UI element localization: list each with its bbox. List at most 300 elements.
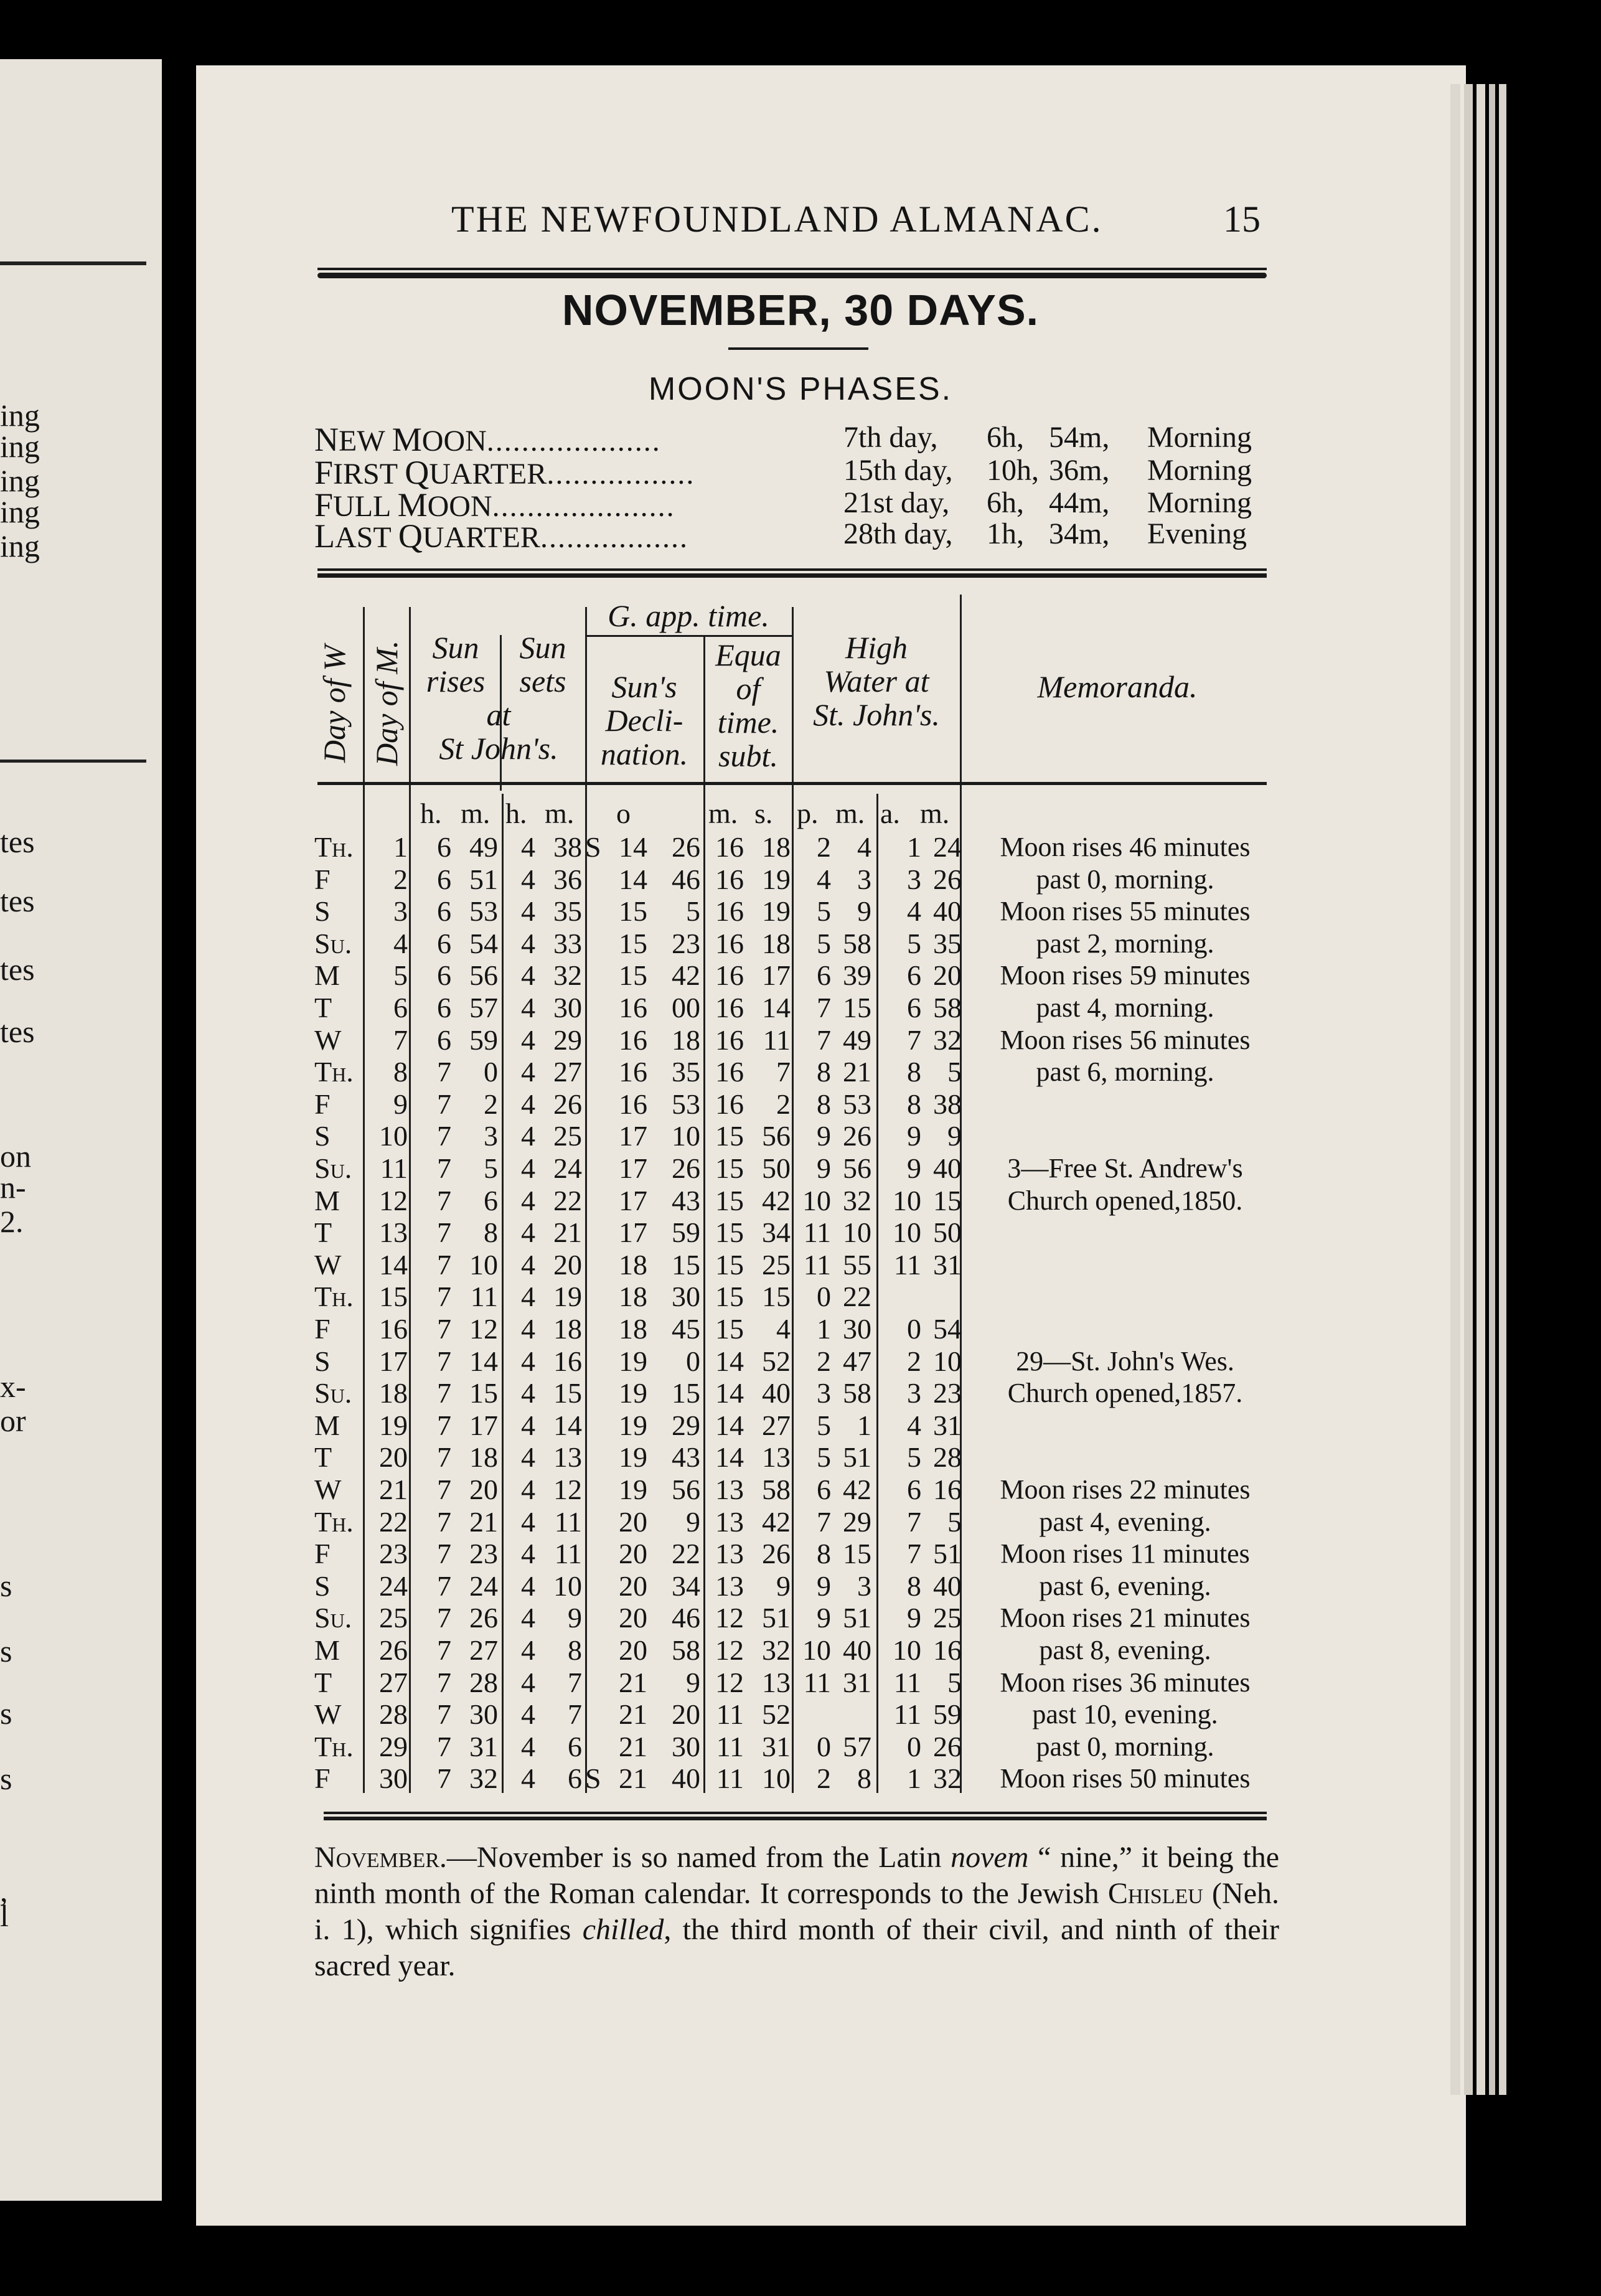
moon-phase-row <box>314 420 1273 458</box>
equation-of-time-header: Equa of time. subt. <box>715 638 781 773</box>
equation-minutes: 16 <box>715 895 744 928</box>
left-page-fragment: tes <box>0 883 35 918</box>
high-water-pm-hour: 3 <box>817 1377 831 1409</box>
high-water-am-minute: 10 <box>933 1345 962 1377</box>
sun-set-hour: 4 <box>521 1441 535 1474</box>
declination-degrees: 15 <box>619 895 647 928</box>
day-of-month: 20 <box>379 1441 408 1474</box>
declination-degrees: 19 <box>619 1441 647 1474</box>
equation-seconds: 11 <box>763 1023 791 1056</box>
declination-minutes: 30 <box>672 1730 700 1762</box>
table-row <box>0 1024 1601 1056</box>
high-water-pm-minute: 1 <box>857 1409 871 1441</box>
sun-set-minute: 38 <box>553 831 582 863</box>
high-water-am-hour: 2 <box>907 1345 921 1377</box>
declination-degrees: 21 <box>619 1730 647 1762</box>
sun-set-minute: 24 <box>553 1152 582 1184</box>
equation-seconds: 18 <box>762 927 791 959</box>
left-page-fragment: ing <box>0 398 40 433</box>
day-of-month: 21 <box>379 1474 408 1505</box>
phase-time-of-day: Morning <box>1147 421 1252 454</box>
day-of-month: 27 <box>379 1666 408 1698</box>
day-of-month: 15 <box>379 1281 408 1313</box>
left-page-fragment: 2. <box>0 1204 24 1239</box>
table-row <box>0 1313 1601 1345</box>
memoranda-text: past 4, morning. <box>1036 992 1214 1023</box>
sun-set-hour: 4 <box>521 1248 535 1281</box>
high-water-am-hour: 7 <box>907 1538 921 1570</box>
equation-seconds: 34 <box>762 1216 791 1249</box>
sun-rise-hour: 7 <box>437 1762 451 1795</box>
declination-minutes: 59 <box>672 1216 700 1249</box>
left-page-fragment: ing <box>0 494 40 529</box>
high-water-pm-minute: 29 <box>843 1505 871 1538</box>
high-water-am-minute: 24 <box>933 831 962 863</box>
high-water-am-minute: 5 <box>947 1056 962 1088</box>
high-water-pm-hour: 11 <box>803 1666 831 1698</box>
declination-degrees: 19 <box>619 1409 647 1441</box>
equation-seconds: 19 <box>762 895 791 928</box>
high-water-am-hour: 7 <box>907 1023 921 1056</box>
sun-rise-minute: 31 <box>469 1730 498 1762</box>
sun-rise-minute: 32 <box>469 1762 498 1795</box>
high-water-pm-minute: 21 <box>843 1056 871 1088</box>
table-row <box>0 1281 1601 1313</box>
high-water-pm-minute: 56 <box>843 1152 871 1184</box>
equation-minutes: 12 <box>715 1602 744 1634</box>
sun-set-hour: 4 <box>521 959 535 992</box>
equation-seconds: 42 <box>762 1505 791 1538</box>
unit-label: m. <box>461 797 491 829</box>
high-water-am-minute: 54 <box>933 1313 962 1345</box>
memoranda-text: past 10, evening. <box>1032 1699 1218 1730</box>
day-of-week: S <box>314 895 331 928</box>
page-number: 15 <box>1223 199 1261 240</box>
day-of-week: Th. <box>314 1056 354 1088</box>
equation-minutes: 11 <box>716 1762 744 1795</box>
equation-minutes: 16 <box>715 959 744 992</box>
sun-set-minute: 33 <box>553 927 582 959</box>
phase-minute: 34m, <box>1049 517 1110 550</box>
high-water-pm-minute: 3 <box>857 1569 871 1602</box>
declination-minutes: 26 <box>672 1152 700 1184</box>
high-water-pm-hour: 2 <box>817 831 831 863</box>
sun-set-hour: 4 <box>521 927 535 959</box>
unit-label: o <box>616 797 631 829</box>
table-row <box>0 928 1601 960</box>
declination-minutes: 23 <box>672 927 700 959</box>
sun-rise-hour: 7 <box>437 1409 451 1441</box>
declination-minutes: 0 <box>686 1345 700 1377</box>
table-row <box>0 895 1601 928</box>
high-water-pm-hour: 5 <box>817 1441 831 1474</box>
title-underline <box>728 347 868 350</box>
declination-degrees: 20 <box>619 1505 647 1538</box>
declination-minutes: 43 <box>672 1184 700 1216</box>
high-water-pm-hour: 11 <box>803 1248 831 1281</box>
equation-seconds: 10 <box>762 1762 791 1795</box>
day-of-month: 10 <box>379 1120 408 1152</box>
left-page-fragment: ing <box>0 429 40 464</box>
day-of-week: M <box>314 1184 340 1216</box>
day-of-month: 26 <box>379 1634 408 1666</box>
day-of-month: 23 <box>379 1538 408 1570</box>
left-page-fragment: ing <box>0 463 40 498</box>
high-water-am-hour: 11 <box>893 1698 921 1731</box>
declination-minutes: 9 <box>686 1666 700 1698</box>
day-of-month: 29 <box>379 1730 408 1762</box>
memoranda-text: past 6, morning. <box>1036 1056 1214 1088</box>
day-of-month: 6 <box>393 992 408 1023</box>
declination-minutes: 10 <box>672 1120 700 1152</box>
memoranda-text: Moon rises 11 minutes <box>1000 1538 1250 1569</box>
table-row <box>0 1216 1601 1249</box>
header-rule-thick <box>317 273 1267 278</box>
declination-minutes: 22 <box>672 1538 700 1570</box>
declination-minutes: 9 <box>686 1505 700 1538</box>
sun-set-hour: 4 <box>521 1120 535 1152</box>
sun-set-minute: 25 <box>553 1120 582 1152</box>
day-of-month: 2 <box>393 863 408 895</box>
high-water-am-minute: 31 <box>933 1409 962 1441</box>
day-of-month: 28 <box>379 1698 408 1731</box>
sun-set-hour: 4 <box>521 1088 535 1120</box>
sun-set-hour: 4 <box>521 1152 535 1184</box>
day-of-week-header: Day of W <box>317 645 352 763</box>
equation-seconds: 58 <box>762 1474 791 1505</box>
day-of-week: M <box>314 1634 340 1666</box>
equation-seconds: 2 <box>776 1088 791 1120</box>
table-row <box>0 1249 1601 1281</box>
high-water-am-minute: 16 <box>933 1634 962 1666</box>
high-water-pm-minute: 55 <box>843 1248 871 1281</box>
high-water-am-hour: 6 <box>907 1474 921 1505</box>
day-of-month: 25 <box>379 1602 408 1634</box>
memoranda-text: 29—St. John's Wes. <box>1016 1345 1234 1376</box>
high-water-pm-minute: 22 <box>843 1281 871 1313</box>
memoranda-text: Moon rises 46 minutes <box>1000 832 1251 862</box>
phase-name: FULL MOON..................... <box>314 486 675 524</box>
sun-rise-minute: 20 <box>469 1474 498 1505</box>
sun-rise-minute: 53 <box>469 895 498 928</box>
high-water-pm-minute: 32 <box>843 1184 871 1216</box>
sun-set-hour: 4 <box>521 1698 535 1731</box>
declination-degrees: 16 <box>619 1023 647 1056</box>
sun-set-minute: 7 <box>568 1698 582 1731</box>
memoranda-text: past 4, evening. <box>1039 1506 1211 1537</box>
equation-minutes: 15 <box>715 1120 744 1152</box>
high-water-am-hour: 8 <box>907 1088 921 1120</box>
phase-day: 15th day, <box>843 454 953 487</box>
equation-seconds: 40 <box>762 1377 791 1409</box>
day-of-week: Th. <box>314 1505 354 1538</box>
memoranda-text: past 0, morning. <box>1036 863 1214 895</box>
left-page-rule <box>0 760 146 763</box>
high-water-am-minute: 5 <box>947 1666 962 1698</box>
sun-set-minute: 6 <box>568 1730 582 1762</box>
unit-label: p. <box>797 797 819 829</box>
left-page-fragment: s <box>0 1634 12 1668</box>
table-row <box>0 1698 1601 1731</box>
day-of-week: W <box>314 1023 342 1056</box>
day-of-week: F <box>314 1762 331 1795</box>
high-water-pm-minute: 47 <box>843 1345 871 1377</box>
phase-hour: 6h, <box>987 421 1024 454</box>
memoranda-text: Church opened,1857. <box>1007 1378 1243 1409</box>
declination-degrees: 21 <box>619 1698 647 1731</box>
day-of-month: 1 <box>393 831 408 863</box>
day-of-week: F <box>314 1538 331 1570</box>
sun-rise-hour: 7 <box>437 1377 451 1409</box>
day-of-week: F <box>314 1088 331 1120</box>
table-row <box>0 1120 1601 1152</box>
declination-degrees: 14 <box>619 831 647 863</box>
day-of-month: 16 <box>379 1313 408 1345</box>
sun-rise-hour: 7 <box>437 1666 451 1698</box>
sun-rise-minute: 12 <box>469 1313 498 1345</box>
equation-minutes: 15 <box>715 1152 744 1184</box>
phase-hour: 10h, <box>987 454 1039 487</box>
sun-rise-hour: 7 <box>437 1088 451 1120</box>
high-water-pm-hour: 7 <box>817 1505 831 1538</box>
high-water-pm-hour: 10 <box>802 1634 831 1666</box>
phase-name: FIRST QUARTER................. <box>314 454 695 491</box>
equation-minutes: 15 <box>715 1216 744 1249</box>
high-water-pm-hour: 0 <box>817 1281 831 1313</box>
declination-degrees: 14 <box>619 863 647 895</box>
high-water-pm-hour: 9 <box>817 1152 831 1184</box>
table-row <box>0 1506 1601 1538</box>
high-water-am-hour: 11 <box>893 1666 921 1698</box>
day-of-month: 12 <box>379 1184 408 1216</box>
memoranda-text: Moon rises 50 minutes <box>1000 1763 1251 1794</box>
equation-minutes: 11 <box>716 1730 744 1762</box>
sun-rise-minute: 6 <box>484 1184 498 1216</box>
high-water-pm-hour: 0 <box>817 1730 831 1762</box>
moon-phase-row <box>314 486 1273 524</box>
sun-rise-hour: 7 <box>437 1505 451 1538</box>
sun-rise-hour: 7 <box>437 1281 451 1313</box>
high-water-am-hour: 5 <box>907 927 921 959</box>
table-bottom-rule <box>324 1812 1267 1814</box>
equation-minutes: 16 <box>715 863 744 895</box>
equation-seconds: 52 <box>762 1345 791 1377</box>
declination-degrees: 20 <box>619 1569 647 1602</box>
day-of-month: 24 <box>379 1569 408 1602</box>
unit-label: a. <box>880 797 900 829</box>
declination-minutes: 46 <box>672 863 700 895</box>
sun-rise-minute: 17 <box>469 1409 498 1441</box>
moon-phase-row <box>314 517 1273 555</box>
table-row <box>0 1441 1601 1474</box>
high-water-pm-hour: 9 <box>817 1602 831 1634</box>
equation-seconds: 7 <box>776 1056 791 1088</box>
table-row <box>0 1152 1601 1185</box>
sun-rise-hour: 7 <box>437 1538 451 1570</box>
declination-sign: S <box>585 1762 601 1795</box>
high-water-header: High Water at St. John's. <box>813 630 940 732</box>
declination-minutes: 58 <box>672 1634 700 1666</box>
high-water-pm-hour: 10 <box>802 1184 831 1216</box>
equation-minutes: 16 <box>715 1088 744 1120</box>
day-of-month: 9 <box>393 1088 408 1120</box>
day-of-week: W <box>314 1698 342 1731</box>
equation-seconds: 52 <box>762 1698 791 1731</box>
equation-seconds: 32 <box>762 1634 791 1666</box>
sun-set-hour: 4 <box>521 1730 535 1762</box>
sun-rise-minute: 23 <box>469 1538 498 1570</box>
equation-seconds: 26 <box>762 1538 791 1570</box>
sun-set-hour: 4 <box>521 1216 535 1249</box>
phase-name: LAST QUARTER................. <box>314 517 688 555</box>
sun-rise-hour: 7 <box>437 1602 451 1634</box>
high-water-am-minute: 15 <box>933 1184 962 1216</box>
memoranda-text: Moon rises 59 minutes <box>1000 960 1251 991</box>
high-water-am-minute: 31 <box>933 1248 962 1281</box>
high-water-am-minute: 26 <box>933 1730 962 1762</box>
high-water-am-minute: 51 <box>933 1538 962 1570</box>
high-water-am-hour: 3 <box>907 863 921 895</box>
day-of-month: 19 <box>379 1409 408 1441</box>
high-water-pm-minute: 15 <box>843 992 871 1023</box>
declination-degrees: 16 <box>619 1088 647 1120</box>
sun-set-minute: 36 <box>553 863 582 895</box>
suns-declination-header: Sun's Decli- nation. <box>600 669 688 771</box>
declination-degrees: 19 <box>619 1345 647 1377</box>
phase-day: 21st day, <box>843 486 950 519</box>
declination-minutes: 34 <box>672 1569 700 1602</box>
high-water-am-minute: 40 <box>933 1569 962 1602</box>
memoranda-header: Memoranda. <box>1037 669 1198 704</box>
high-water-am-minute: 9 <box>947 1120 962 1152</box>
high-water-pm-minute: 26 <box>843 1120 871 1152</box>
table-row <box>0 992 1601 1024</box>
high-water-am-hour: 8 <box>907 1569 921 1602</box>
high-water-am-minute: 40 <box>933 1152 962 1184</box>
sun-set-hour: 4 <box>521 1634 535 1666</box>
sun-rise-minute: 49 <box>469 831 498 863</box>
table-row <box>0 1634 1601 1667</box>
high-water-am-hour: 0 <box>907 1730 921 1762</box>
high-water-am-hour: 9 <box>907 1120 921 1152</box>
moon-phases-heading: MOON'S PHASES. <box>648 371 953 407</box>
high-water-pm-minute: 42 <box>843 1474 871 1505</box>
high-water-pm-minute: 8 <box>857 1762 871 1795</box>
sun-rise-hour: 7 <box>437 1056 451 1088</box>
table-bottom-rule-thick <box>324 1817 1267 1820</box>
declination-minutes: 42 <box>672 959 700 992</box>
high-water-pm-hour: 11 <box>803 1216 831 1249</box>
sun-rise-minute: 30 <box>469 1698 498 1731</box>
high-water-pm-hour: 8 <box>817 1088 831 1120</box>
memoranda-text: Moon rises 36 minutes <box>1000 1667 1251 1698</box>
phase-minute: 44m, <box>1049 486 1110 519</box>
sun-set-minute: 29 <box>553 1023 582 1056</box>
declination-minutes: 26 <box>672 831 700 863</box>
day-of-month: 5 <box>393 959 408 992</box>
table-row <box>0 1538 1601 1570</box>
sun-set-minute: 35 <box>553 895 582 928</box>
equation-minutes: 13 <box>715 1474 744 1505</box>
sun-rise-minute: 8 <box>484 1216 498 1249</box>
memoranda-text: past 2, morning. <box>1036 928 1214 959</box>
sun-set-minute: 21 <box>553 1216 582 1249</box>
sun-rise-minute: 59 <box>469 1023 498 1056</box>
equation-minutes: 13 <box>715 1569 744 1602</box>
sun-set-minute: 9 <box>568 1602 582 1634</box>
declination-minutes: 35 <box>672 1056 700 1088</box>
left-page-fragment: ing <box>0 529 40 563</box>
high-water-pm-minute: 15 <box>843 1538 871 1570</box>
high-water-am-minute: 26 <box>933 863 962 895</box>
equation-minutes: 14 <box>715 1409 744 1441</box>
equation-seconds: 17 <box>762 959 791 992</box>
equation-minutes: 14 <box>715 1377 744 1409</box>
equation-seconds: 4 <box>776 1313 791 1345</box>
memoranda-text: Moon rises 56 minutes <box>1000 1024 1251 1055</box>
phase-time-of-day: Morning <box>1147 454 1252 487</box>
equation-seconds: 31 <box>762 1730 791 1762</box>
day-of-week: S <box>314 1345 331 1377</box>
declination-minutes: 45 <box>672 1313 700 1345</box>
equation-seconds: 19 <box>762 863 791 895</box>
sun-rise-hour: 7 <box>437 1441 451 1474</box>
sun-set-minute: 10 <box>553 1569 582 1602</box>
high-water-am-minute: 28 <box>933 1441 962 1474</box>
declination-minutes: 15 <box>672 1248 700 1281</box>
sun-rise-hour: 7 <box>437 1698 451 1731</box>
sun-set-hour: 4 <box>521 1602 535 1634</box>
equation-minutes: 16 <box>715 1056 744 1088</box>
equation-minutes: 16 <box>715 1023 744 1056</box>
sun-set-hour: 4 <box>521 1474 535 1505</box>
high-water-pm-minute: 31 <box>843 1666 871 1698</box>
equation-minutes: 12 <box>715 1666 744 1698</box>
high-water-pm-hour: 4 <box>817 863 831 895</box>
high-water-pm-minute: 58 <box>843 1377 871 1409</box>
sun-set-hour: 4 <box>521 1023 535 1056</box>
sun-set-minute: 6 <box>568 1762 582 1795</box>
g-app-time-header: G. app. time. <box>608 598 769 633</box>
sun-set-minute: 19 <box>553 1281 582 1313</box>
sun-set-hour: 4 <box>521 1377 535 1409</box>
sun-set-hour: 4 <box>521 1184 535 1216</box>
memoranda-text: 3—Free St. Andrew's <box>1007 1153 1243 1183</box>
left-page-fragment: tes <box>0 1014 35 1049</box>
high-water-pm-minute: 49 <box>843 1023 871 1056</box>
day-of-week: Su. <box>314 1152 352 1184</box>
day-of-week: W <box>314 1474 342 1505</box>
declination-minutes: 00 <box>672 992 700 1023</box>
equation-minutes: 15 <box>715 1281 744 1313</box>
table-row <box>0 1602 1601 1634</box>
high-water-am-minute: 58 <box>933 992 962 1023</box>
left-page-fragment: l <box>0 1898 9 1933</box>
sun-rise-minute: 54 <box>469 927 498 959</box>
sun-rise-minute: 21 <box>469 1505 498 1538</box>
left-page-fragment: or <box>0 1403 26 1438</box>
declination-minutes: 18 <box>672 1023 700 1056</box>
declination-degrees: 17 <box>619 1184 647 1216</box>
equation-seconds: 42 <box>762 1184 791 1216</box>
sun-rise-minute: 24 <box>469 1569 498 1602</box>
moon-phase-row <box>314 453 1273 491</box>
day-of-week: Su. <box>314 1602 352 1634</box>
sun-set-hour: 4 <box>521 1281 535 1313</box>
declination-degrees: 19 <box>619 1377 647 1409</box>
declination-minutes: 43 <box>672 1441 700 1474</box>
declination-degrees: 17 <box>619 1152 647 1184</box>
